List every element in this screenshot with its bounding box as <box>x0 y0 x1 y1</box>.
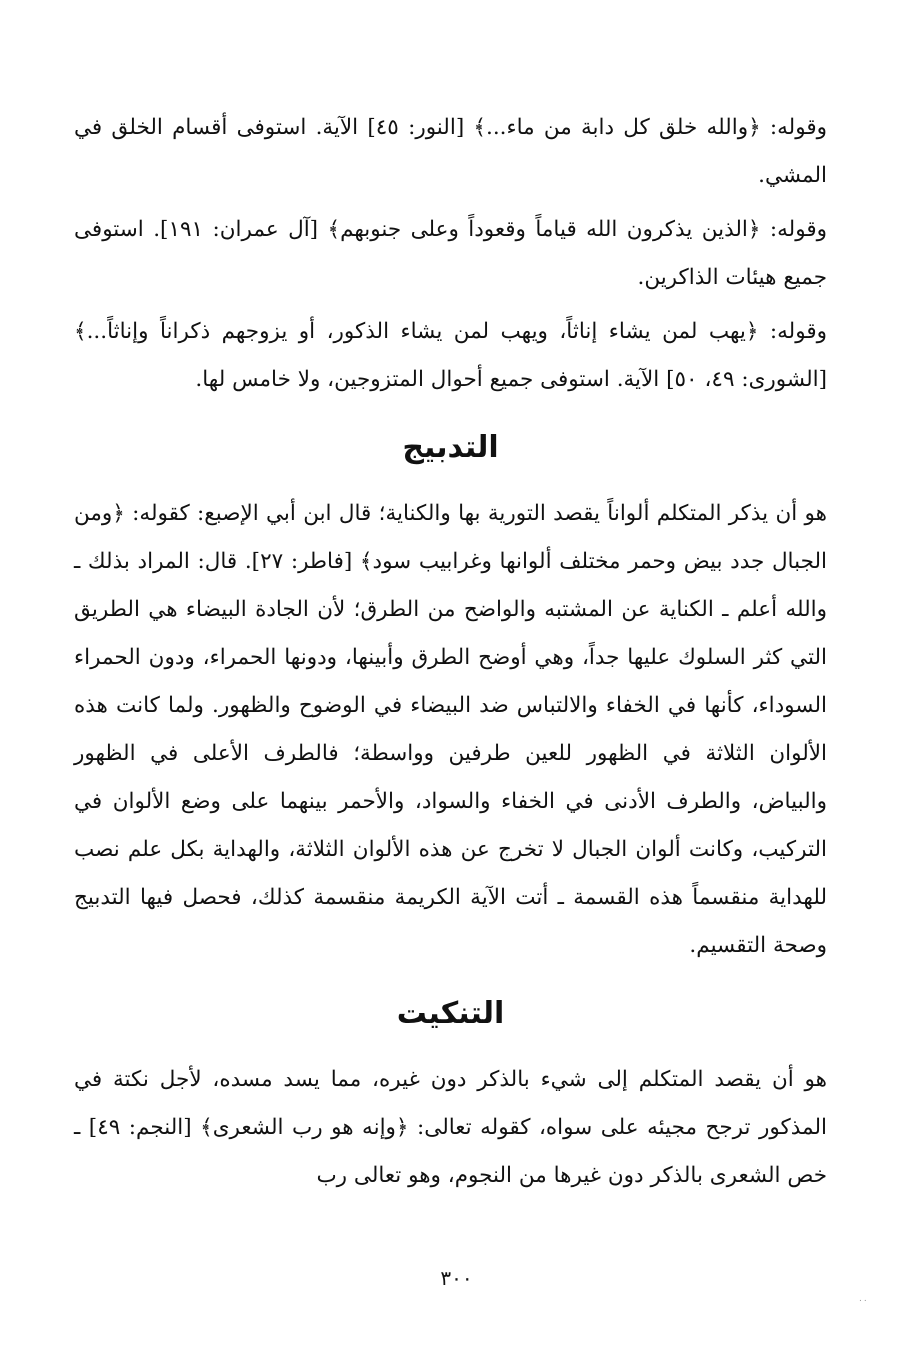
section-heading-tankit: التنكيت <box>396 996 505 1031</box>
page-number: ٣٠٠ <box>440 1266 473 1290</box>
corner-mark: ٠٠ <box>858 1296 868 1306</box>
section-body-tadbij: هو أن يذكر المتكلم ألواناً يقصد التورية بها والكناية؛ قال ابن أبي الإصبع: كقوله: ﴿ومن الجبال جدد بيض وحمر مختلف ألوانها وغرابيب سود﴾ [فاطر: ٢٧]. قال: المراد بذلك ـ والله أعلم ـ الكناية عن المشتبه والواضح من الطرق؛ لأن الجادة البيضاء هي الطريق التي كثر السلوك عليها جداً، وهي أوضح الطرق وأبينها، ودونها الحمراء، ودون الحمراء السوداء، كأنها في الخفاء والالتباس ضد البيضاء في الوضوح والظهور. ولما كانت هذه الألوان الثلاثة في الظهور للعين طرفين وواسطة؛ فالطرف الأعلى في الظهور والبياض، والطرف الأدنى في الخفاء والسواد، والأحمر بينهما على وضع الألوان في التركيب، وكانت ألوان الجبال لا تخرج عن هذه الألوان الثلاثة، والهداية بكل علم نصب للهداية منقسماً هذه القسمة ـ أتت الآية الكريمة منقسمة كذلك، فحصل فيها التدبيج وصحة التقسيم. <box>74 501 828 958</box>
section-body-tankit: هو أن يقصد المتكلم إلى شيء بالذكر دون غيره، مما يسد مسده، لأجل نكتة في المذكور ترجح مجيئه على سواه، كقوله تعالى: ﴿وإنه هو رب الشعرى﴾ [النجم: ٤٩] ـ خص الشعرى بالذكر دون غيرها من النجوم، وهو تعالى رب <box>74 1067 827 1188</box>
paragraph-ash-shura-verse: وقوله: ﴿يهب لمن يشاء إناثاً، ويهب لمن يشاء الذكور، أو يزوجهم ذكراناً وإناثاً...﴾ [الشورى: ٤٩، ٥٠] الآية. استوفى جميع أحوال المتزوجين، ولا خامس لها. <box>74 319 827 392</box>
paragraph-al-imran-verse: وقوله: ﴿الذين يذكرون الله قياماً وقعوداً وعلى جنوبهم﴾ [آل عمران: ١٩١]. استوفى جميع هيئات الذاكرين. <box>74 217 827 290</box>
section-heading-tadbij: التدبيج <box>402 430 499 465</box>
paragraph-an-nur-verse: وقوله: ﴿والله خلق كل دابة من ماء...﴾ [النور: ٤٥] الآية. استوفى أقسام الخلق في المشي. <box>74 115 827 188</box>
